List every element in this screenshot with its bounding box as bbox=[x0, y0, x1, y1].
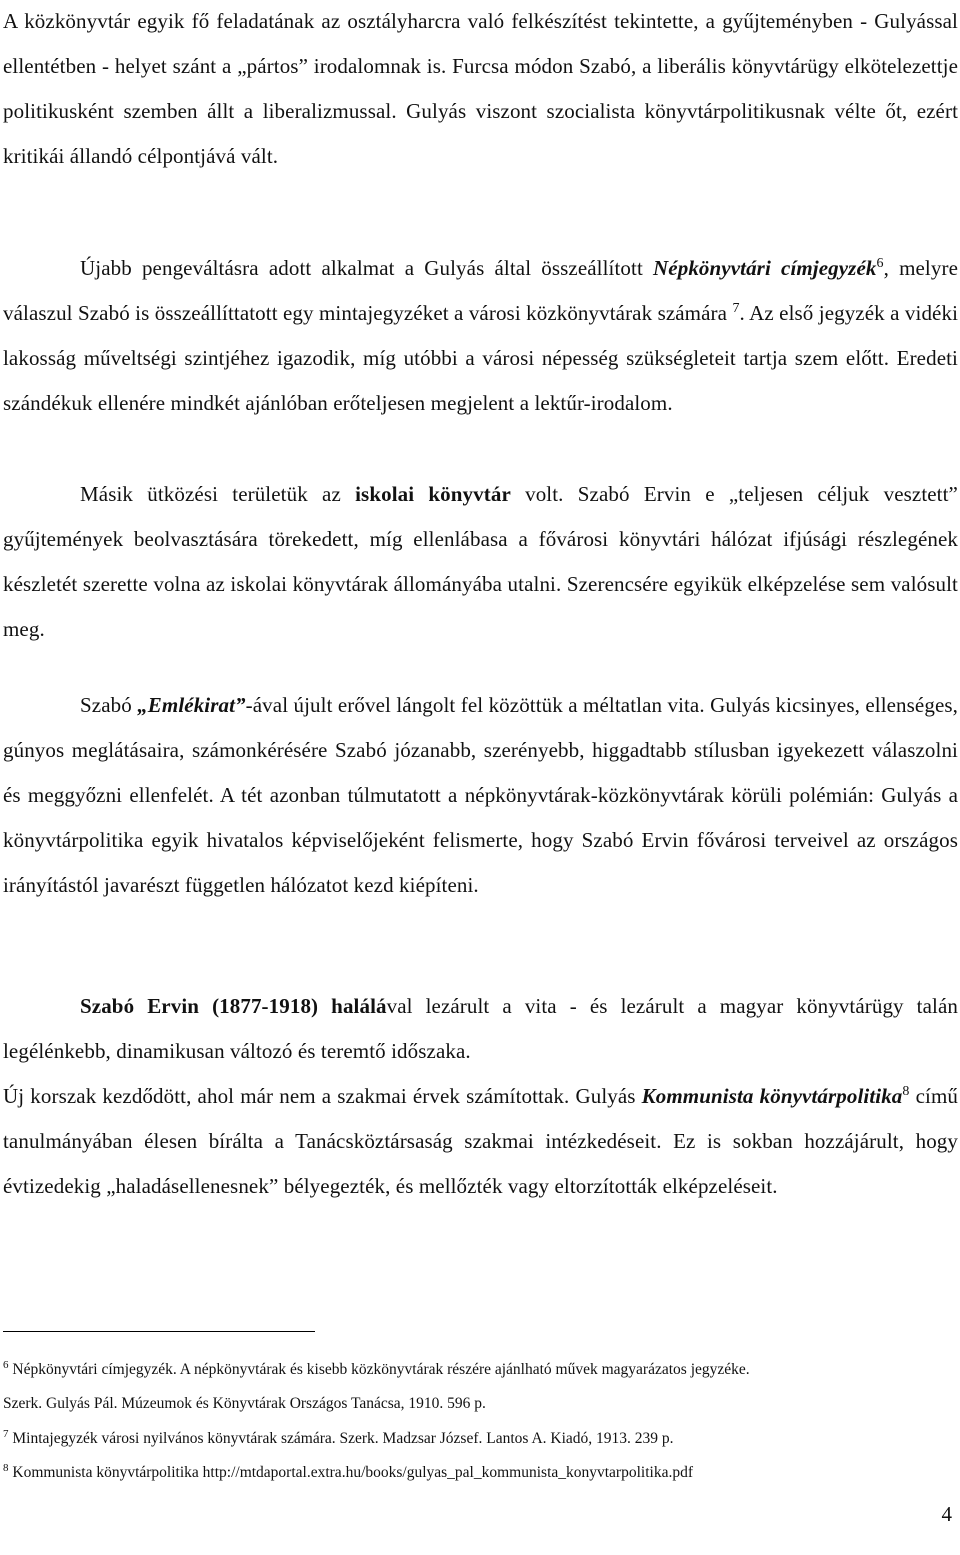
footnote-ref-8[interactable]: 8 bbox=[902, 1084, 910, 1099]
bold-iskolai-konyvtar: iskolai könyvtár bbox=[355, 482, 511, 506]
paragraph-5: Szabó Ervin (1877-1918) halálával lezárult a vita - és lezárult a magyar könyvtárügy talán legélénkebb, dinamikusan változó és teremtő időszaka. bbox=[3, 994, 958, 1063]
title-emlekirat: „Emlékirat” bbox=[137, 693, 246, 717]
footnote-8: $^8$ Kommunista könyvtárpolitika http://mtdaportal.extra.hu/books/gulyas_pal_kommunista_konyvtarpolitika.pdf bbox=[3, 1462, 693, 1481]
bold-szabo-ervin-halala: Szabó Ervin (1877-1918) halálá bbox=[80, 994, 387, 1018]
footnote-6-line-1: $^6$ Népkönyvtári címjegyzék. A népkönyvtárak és kisebb közkönyvtárak részére ajánlható művek magyarázatos jegyzéke. bbox=[3, 1359, 750, 1378]
paragraph-4: Szabó „Emlékirat”-ával újult erővel lángolt fel közöttük a méltatlan vita. Gulyás kicsinyes, ellenséges, gúnyos meglátásaira, számonkérésére Szabó józanabb, szerényebb, higgadtabb stílusban igyekezett válaszolni és meggyőzni ellenfelét. A tét azonban túlmutatott a népkönyvtárak-közkönyvtárak körüli polémián: Gulyás a könyvtárpolitika egyik hivatalos képviselőjeként felismerte, hogy Szabó Ervin fővárosi terveivel az országos irányítástól javarészt független hálózatot kezd kiépíteni. bbox=[3, 693, 958, 897]
footnote-separator bbox=[3, 1331, 315, 1332]
footnote-ref-6[interactable]: 6 bbox=[876, 256, 884, 271]
title-nepkonyvtari-cimjegyzek: Népkönyvtári címjegyzék bbox=[653, 256, 877, 280]
footnote-6-line-2: Szerk. Gulyás Pál. Múzeumok és Könyvtárak Országos Tanácsa, 1910. 596 p. bbox=[3, 1395, 486, 1412]
paragraph-6: Új korszak kezdődött, ahol már nem a szakmai érvek számítottak. Gulyás Kommunista könyvtárpolitika$^8$ című tanulmányában élesen bírálta a Tanácsköztársaság szakmai intézkedéseit. Ez is sokban hozzájárult, hogy évtizedekig „haladásellenesnek” bélyegezték, és mellőzték vagy eltorzították elképzeléseit. bbox=[3, 1084, 958, 1198]
paragraph-2: Újabb pengeváltásra adott alkalmat a Gulyás által összeállított Népkönyvtári címjegyzék$^6$, melyre válaszul Szabó is összeállíttatott egy mintajegyzéket a városi közkönyvtárak számára $^7$. Az első jegyzék a vidéki lakosság műveltségi szintjéhez igazodik, míg utóbbi a városi népesség szükségleteit tartja szem előtt. Eredeti szándékuk ellenére mindkét ajánlóban erőteljesen megjelent a lektűr-irodalom. bbox=[3, 256, 958, 415]
paragraph-3: Másik ütközési területük az iskolai könyvtár volt. Szabó Ervin e „teljesen céljuk vesztett” gyűjtemények beolvasztására törekedett, míg ellenlábasa a fővárosi könyvtári hálózat ifjúsági részlegének készletét szerette volna az iskolai könyvtárak állományába utalni. Szerencsére egyikük elképzelése sem valósult meg. bbox=[3, 482, 958, 641]
paragraph-1: A közkönyvtár egyik fő feladatának az osztályharcra való felkészítést tekintette, a gyűjteményben - Gulyással ellentétben - helyet szánt a „pártos” irodalomnak is. Furcsa módon Szabó, a liberális könyvtárügy elkötelezettje politikusként szemben állt a liberalizmussal. Gulyás viszont szocialista könyvtárpolitikusnak vélte őt, ezért kritikái állandó célpontjává vált. bbox=[3, 9, 958, 168]
footnote-ref-7[interactable]: 7 bbox=[732, 301, 740, 316]
title-kommunista-konyvtarpolitika: Kommunista könyvtárpolitika bbox=[641, 1084, 903, 1108]
footnote-7: $^7$ Mintajegyzék városi nyilvános könyvtárak számára. Szerk. Madzsar József. Lantos A. Kiadó, 1913. 239 p. bbox=[3, 1428, 674, 1447]
page-number: 4 bbox=[941, 1502, 952, 1526]
